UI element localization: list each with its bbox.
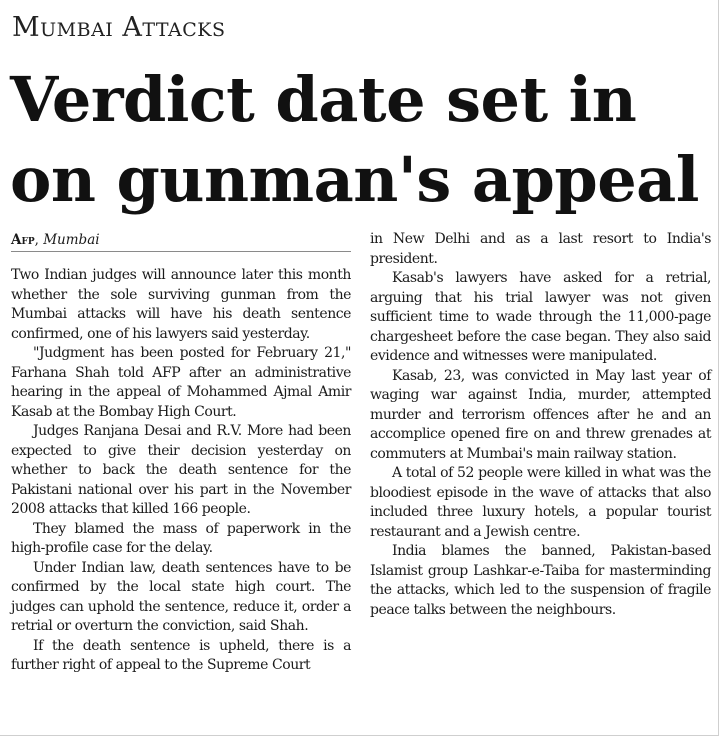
byline-separator: , [34, 232, 44, 248]
paragraph: Judges Ranjana Desai and R.V. More had been expected to give their decision yesterday on whether to back the death sentence for the Pakistani national over his part in the November 2008 attacks that killed 166 people. [11, 423, 351, 517]
paragraph: If the death sentence is upheld, there is a further right of appeal to the Supreme Court [11, 637, 351, 673]
section-kicker: Mumbai Attacks [12, 12, 226, 43]
paragraph: "Judgment has been posted for February 21," Farhana Shah told AFP after an administrative hearing in the appeal of Mohammed Ajmal Amir Kasab at the Bombay High Court. [11, 345, 351, 420]
byline-agency: Afp [11, 232, 35, 248]
column-body-left [11, 266, 351, 676]
article-column-right [370, 230, 711, 620]
paragraph: Kasab, 23, was convicted in May last year of waging war against India, murder, attempted murder and terrorism offences after he and an accomplice opened fire on and threw grenades at commuters at Mumbai's main railway station. [370, 367, 711, 462]
article-column-left [11, 230, 351, 676]
byline-city: Mumbai [43, 232, 100, 248]
paragraph: in New Delhi and as a last resort to India's president. [370, 231, 711, 267]
paragraph: Kasab's lawyers have asked for a retrial, arguing that his trial lawyer was not given sufficient time to wade through the 11,000-page chargesheet before the case began. They also said evidence and witnesses were manipulated. [370, 270, 711, 364]
paragraph: A total of 52 people were killed in what was the bloodiest episode in the wave of attacks that also included three luxury hotels, a popular tourist restaurant and a Jewish centre. [370, 465, 711, 540]
paragraph: Under Indian law, death sentences have to be confirmed by the local state high court. The judges can uphold the sentence, reduce it, order a retrial or overturn the conviction, said Shah. [11, 559, 351, 634]
article-headline: Verdict date set in on gunman's appeal [10, 63, 699, 216]
paragraph: They blamed the mass of paperwork in the high-profile case for the delay. [11, 520, 351, 556]
paragraph: Two Indian judges will announce later this month whether the sole surviving gunman from the Mumbai attacks will have his death sentence confirmed, one of his lawyers said yesterday. [11, 267, 351, 342]
paragraph: India blames the banned, Pakistan-based Islamist group Lashkar-e-Taiba for masterminding the attacks, which led to the suspension of fragile peace talks between the neighbours. [370, 543, 711, 618]
byline [11, 230, 351, 252]
